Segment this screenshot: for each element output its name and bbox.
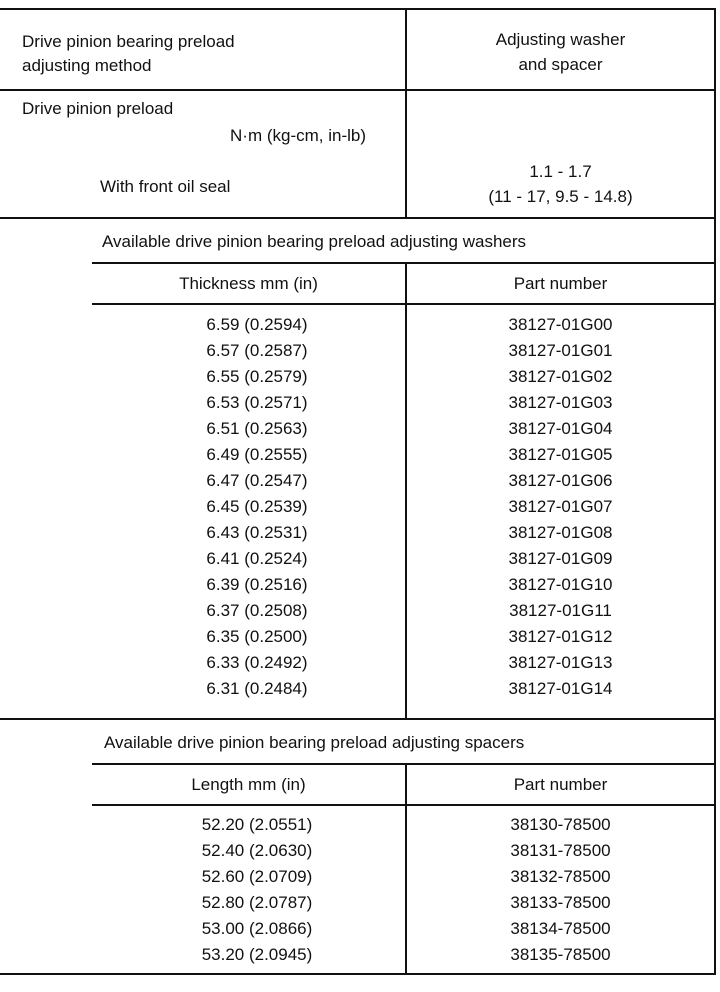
spacer-part-number-cell: 38132-78500 — [510, 867, 611, 886]
header-divider — [0, 89, 716, 91]
right-border — [714, 8, 716, 974]
washer-thickness-cell: 6.43 (0.2531) — [206, 523, 308, 542]
spacer-part-number-cell: 38131-78500 — [510, 841, 611, 860]
spacer-length-cell: 52.80 (2.0787) — [201, 893, 313, 912]
washer-thickness-cell: 6.41 (0.2524) — [206, 549, 308, 568]
washer-label-line1: Adjusting washer — [495, 30, 626, 49]
spacer-columns-rule — [92, 804, 716, 806]
washer-part-number-cell: 38127-01G00 — [508, 315, 613, 334]
preload-units: N·m (kg-cm, in-lb) — [230, 126, 366, 145]
spacers-col-length: Length mm (in) — [191, 775, 306, 794]
washer-thickness-cell: 6.51 (0.2563) — [206, 419, 308, 438]
preload-row-label: With front oil seal — [100, 177, 231, 196]
washers-col-part: Part number — [513, 274, 608, 293]
washer-part-number-cell: 38127-01G09 — [508, 549, 613, 568]
spacer-length-cell: 52.40 (2.0630) — [201, 841, 313, 860]
washer-thickness-list — [92, 312, 422, 702]
spacer-part-list — [407, 812, 714, 968]
washer-part-number-cell: 38127-01G07 — [508, 497, 613, 516]
preload-value-line2: (11 - 17, 9.5 - 14.8) — [488, 187, 633, 206]
spacer-length-cell: 52.20 (2.0551) — [201, 815, 313, 834]
washer-thickness-cell: 6.33 (0.2492) — [206, 653, 308, 672]
washer-thickness-cell: 6.35 (0.2500) — [206, 627, 308, 646]
washer-header-rule — [92, 262, 716, 264]
preload-value-line1: 1.1 - 1.7 — [529, 162, 592, 181]
washers-col-thickness: Thickness mm (in) — [179, 274, 318, 293]
washer-thickness-cell: 6.39 (0.2516) — [206, 575, 308, 594]
washer-thickness-cell: 6.57 (0.2587) — [206, 341, 308, 360]
washer-thickness-cell: 6.59 (0.2594) — [206, 315, 308, 334]
spacer-part-number-cell: 38130-78500 — [510, 815, 611, 834]
spacer-section-rule — [0, 718, 716, 720]
method-label-line2: adjusting method — [22, 56, 152, 75]
washer-part-number-cell: 38127-01G02 — [508, 367, 613, 386]
spacer-length-cell: 53.00 (2.0866) — [201, 919, 313, 938]
washer-label-line2: and spacer — [518, 55, 603, 74]
spacer-part-number-cell: 38133-78500 — [510, 893, 611, 912]
spacer-header-rule — [92, 763, 716, 765]
washer-thickness-cell: 6.37 (0.2508) — [206, 601, 308, 620]
washer-part-number-cell: 38127-01G03 — [508, 393, 613, 412]
washer-part-list — [407, 312, 714, 702]
spacer-length-cell: 53.20 (2.0945) — [201, 945, 313, 964]
washer-thickness-cell: 6.49 (0.2555) — [206, 445, 308, 464]
spacers-title: Available drive pinion bearing preload adjusting spacers — [104, 733, 525, 752]
washer-thickness-cell: 6.45 (0.2539) — [206, 497, 308, 516]
washer-part-number-cell: 38127-01G11 — [509, 601, 612, 620]
spacer-length-list — [92, 812, 422, 968]
washer-part-number-cell: 38127-01G08 — [508, 523, 613, 542]
spacer-part-number-cell: 38135-78500 — [510, 945, 611, 964]
spacer-part-number-cell: 38134-78500 — [510, 919, 611, 938]
washer-part-number-cell: 38127-01G13 — [508, 653, 613, 672]
washer-thickness-cell: 6.53 (0.2571) — [206, 393, 308, 412]
washer-part-number-cell: 38127-01G10 — [508, 575, 613, 594]
washer-part-number-cell: 38127-01G01 — [508, 341, 613, 360]
washer-part-number-cell: 38127-01G04 — [508, 419, 613, 438]
washer-part-number-cell: 38127-01G06 — [508, 471, 613, 490]
washer-section-rule — [0, 217, 716, 219]
washer-part-number-cell: 38127-01G05 — [508, 445, 613, 464]
preload-title: Drive pinion preload — [22, 99, 174, 118]
washer-thickness-cell: 6.47 (0.2547) — [206, 471, 308, 490]
washer-part-number-cell: 38127-01G12 — [508, 627, 613, 646]
washer-thickness-cell: 6.55 (0.2579) — [206, 367, 308, 386]
method-label-line1: Drive pinion bearing preload — [22, 32, 235, 51]
washer-thickness-cell: 6.31 (0.2484) — [206, 679, 308, 698]
bottom-rule — [0, 973, 716, 975]
spacer-length-cell: 52.60 (2.0709) — [201, 867, 313, 886]
washers-title: Available drive pinion bearing preload adjusting washers — [102, 232, 527, 251]
top-rule — [0, 8, 716, 10]
washer-columns-rule — [92, 303, 716, 305]
washer-part-number-cell: 38127-01G14 — [508, 679, 613, 698]
spacers-col-part: Part number — [513, 775, 608, 794]
